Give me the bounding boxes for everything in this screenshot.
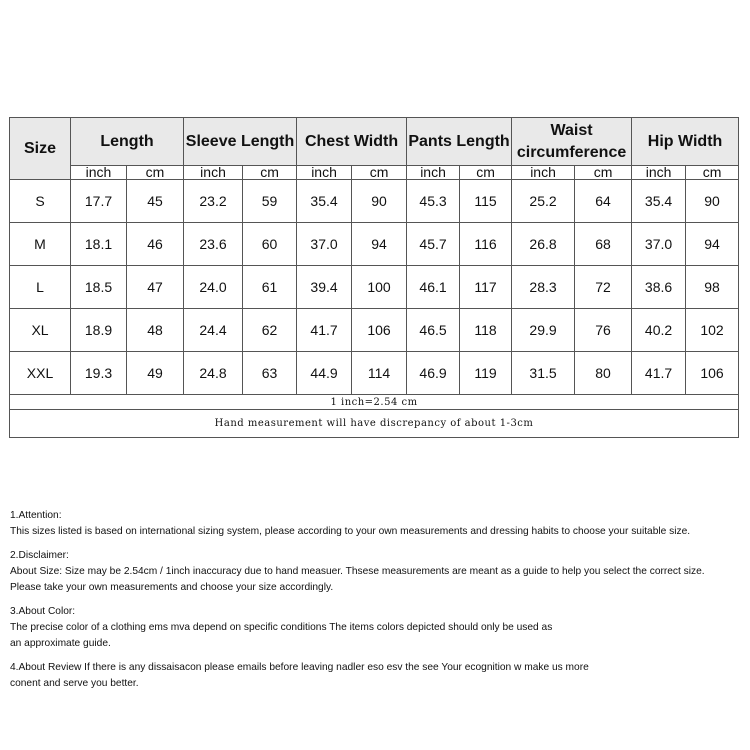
- disclaimer-line-1: About Size: Size may be 2.54cm / 1inch inaccuracy due to hand measuer. Thsese measurements are meant as a guide to help you select the correct size.: [10, 566, 705, 577]
- table-cell: 45.7: [407, 223, 460, 266]
- table-row: [10, 309, 739, 352]
- header-row: [10, 118, 739, 166]
- table-cell: 41.7: [632, 352, 686, 395]
- table-cell: 17.7: [71, 180, 127, 223]
- table-cell: 31.5: [512, 352, 575, 395]
- table-cell: 45.3: [407, 180, 460, 223]
- header-chest-width: Chest Width: [297, 118, 407, 166]
- table-cell: 98: [686, 266, 739, 309]
- table-row: [10, 180, 739, 223]
- table-cell: 40.2: [632, 309, 686, 352]
- attention-section: [10, 508, 745, 540]
- table-cell: 18.5: [71, 266, 127, 309]
- table-row: [10, 352, 739, 395]
- table-cell: 90: [352, 180, 407, 223]
- header-pants-length: Pants Length: [407, 118, 512, 166]
- table-cell: 38.6: [632, 266, 686, 309]
- table-row: [10, 223, 739, 266]
- table-row: [10, 266, 739, 309]
- table-cell: 47: [127, 266, 184, 309]
- review-line-2: conent and serve you better.: [10, 678, 139, 689]
- header-sleeve-length: Sleeve Length: [184, 118, 297, 166]
- color-line-1: The precise color of a clothing ems mva depend on specific conditions The items colors depicted should only be used as: [10, 622, 553, 633]
- discrepancy-note: Hand measurement will have discrepancy of about 1-3cm: [10, 410, 739, 438]
- unit-cm: cm: [243, 166, 297, 180]
- disclaimer-section: [10, 548, 745, 596]
- unit-cm: cm: [575, 166, 632, 180]
- table-cell: 48: [127, 309, 184, 352]
- table-cell: 45: [127, 180, 184, 223]
- unit-inch: inch: [184, 166, 243, 180]
- table-cell: 116: [460, 223, 512, 266]
- unit-cm: cm: [460, 166, 512, 180]
- unit-inch: inch: [632, 166, 686, 180]
- table-cell: 117: [460, 266, 512, 309]
- disclaimer-line-2: Please take your own measurements and choose your size accordingly.: [10, 582, 334, 593]
- table-cell: 114: [352, 352, 407, 395]
- attention-text: This sizes listed is based on international sizing system, please according to your own measurements and dressing habits to choose your suitable size.: [10, 526, 691, 537]
- review-section: [10, 660, 745, 692]
- conversion-note: 1 inch=2.54 cm: [10, 395, 739, 410]
- table-cell: 46: [127, 223, 184, 266]
- table-cell: 26.8: [512, 223, 575, 266]
- table-cell: 102: [686, 309, 739, 352]
- unit-cm: cm: [686, 166, 739, 180]
- table-cell: 44.9: [297, 352, 352, 395]
- header-length: Length: [71, 118, 184, 166]
- table-cell: 35.4: [297, 180, 352, 223]
- table-cell: 94: [686, 223, 739, 266]
- color-section: [10, 604, 745, 652]
- unit-inch: inch: [71, 166, 127, 180]
- table-cell: 35.4: [632, 180, 686, 223]
- table-cell: 100: [352, 266, 407, 309]
- table-cell: 76: [575, 309, 632, 352]
- color-title: 3.About Color:: [10, 606, 76, 617]
- table-cell: 23.2: [184, 180, 243, 223]
- table-cell: 119: [460, 352, 512, 395]
- table-cell: 24.4: [184, 309, 243, 352]
- table-cell: 72: [575, 266, 632, 309]
- table-cell: 64: [575, 180, 632, 223]
- unit-inch: inch: [407, 166, 460, 180]
- table-cell: 59: [243, 180, 297, 223]
- table-cell: 23.6: [184, 223, 243, 266]
- conversion-note-row: [10, 395, 739, 410]
- attention-title: 1.Attention:: [10, 510, 62, 521]
- unit-cm: cm: [127, 166, 184, 180]
- notes-section: [10, 508, 745, 700]
- table-cell: 90: [686, 180, 739, 223]
- table-cell: 39.4: [297, 266, 352, 309]
- table-cell: 24.8: [184, 352, 243, 395]
- table-cell: 61: [243, 266, 297, 309]
- table-cell: 18.9: [71, 309, 127, 352]
- table-cell: 68: [575, 223, 632, 266]
- table-cell: 37.0: [632, 223, 686, 266]
- discrepancy-note-row: [10, 410, 739, 438]
- table-cell: 63: [243, 352, 297, 395]
- table-cell: 25.2: [512, 180, 575, 223]
- header-hip-width: Hip Width: [632, 118, 739, 166]
- unit-cm: cm: [352, 166, 407, 180]
- table-cell: 118: [460, 309, 512, 352]
- table-cell: 19.3: [71, 352, 127, 395]
- table-cell: 24.0: [184, 266, 243, 309]
- table-cell: 18.1: [71, 223, 127, 266]
- table-cell: 94: [352, 223, 407, 266]
- table-cell: 46.9: [407, 352, 460, 395]
- table-cell: 37.0: [297, 223, 352, 266]
- disclaimer-title: 2.Disclaimer:: [10, 550, 69, 561]
- size-label: XL: [10, 309, 71, 352]
- table-cell: 115: [460, 180, 512, 223]
- size-label: XXL: [10, 352, 71, 395]
- size-chart-table: [9, 117, 739, 438]
- color-line-2: an approximate guide.: [10, 638, 111, 649]
- header-waist-circumference: Waist circumference: [512, 118, 632, 166]
- table-cell: 28.3: [512, 266, 575, 309]
- table-cell: 46.5: [407, 309, 460, 352]
- unit-inch: inch: [512, 166, 575, 180]
- header-size: Size: [10, 118, 71, 180]
- table-cell: 80: [575, 352, 632, 395]
- table-cell: 106: [352, 309, 407, 352]
- unit-inch: inch: [297, 166, 352, 180]
- table-cell: 106: [686, 352, 739, 395]
- units-row: [10, 166, 739, 180]
- table-cell: 62: [243, 309, 297, 352]
- review-line-1: 4.About Review If there is any dissaisacon please emails before leaving nadler eso esv the see Your ecognition w make us more: [10, 662, 589, 673]
- size-label: L: [10, 266, 71, 309]
- size-label: S: [10, 180, 71, 223]
- table-cell: 49: [127, 352, 184, 395]
- table-cell: 46.1: [407, 266, 460, 309]
- table-cell: 41.7: [297, 309, 352, 352]
- table-cell: 60: [243, 223, 297, 266]
- table-cell: 29.9: [512, 309, 575, 352]
- size-label: M: [10, 223, 71, 266]
